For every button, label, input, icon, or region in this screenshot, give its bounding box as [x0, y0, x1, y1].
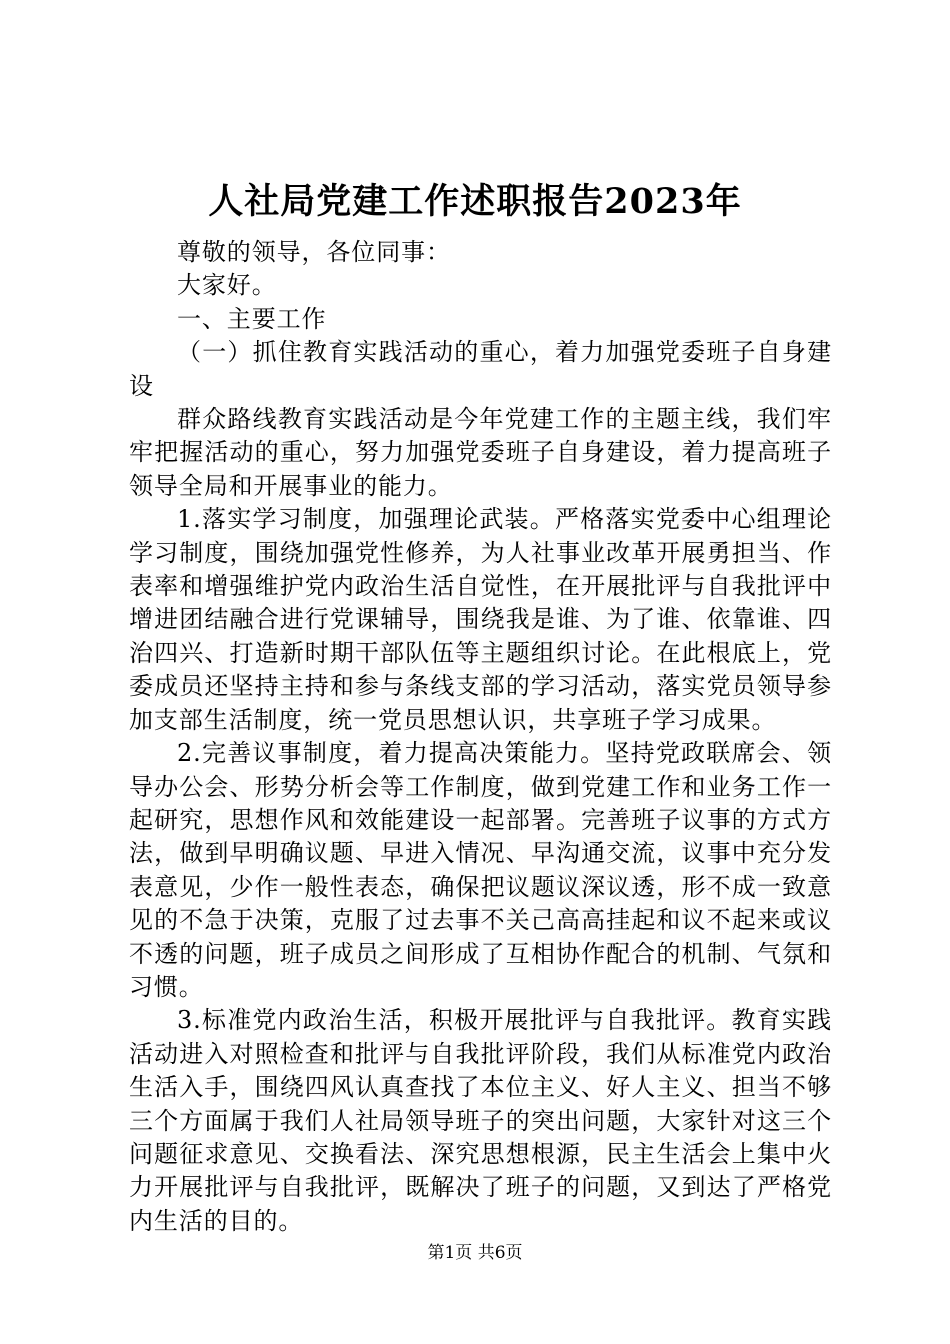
greeting-paragraph: 尊敬的领导，各位同事： — [177, 238, 451, 266]
section-heading: 一、主要工作 — [177, 304, 327, 333]
salutation-paragraph: 大家好。 — [177, 271, 277, 300]
document-title: 人社局党建工作述职报告2023年 — [208, 181, 742, 222]
subsection-heading: （一）抓住教育实践活动的重心，着力加强党委班子自身建设 — [129, 338, 832, 400]
page-number-footer: 第1页 共6页 — [427, 1243, 523, 1263]
body-paragraph: 2.完善议事制度，着力提高决策能力。坚持党政联席会、领导办公会、形势分析会等工作制度，做到党建工作和业务工作一起研究，思想作风和效能建设一起部署。完善班子议事的方式方法，做到早明确议题、早进入情况、早沟通交流，议事中充分发表意见，少作一般性表态，确保把议题议深议透，形不成一致意见的不急于决策，克服了过去事不关己高高挂起和议不起来或议不透的问题，班子成员之间形成了互相协作配合的机制、气氛和习惯。 — [129, 739, 832, 1001]
body-paragraph: 群众路线教育实践活动是今年党建工作的主题主线，我们牢牢把握活动的重心，努力加强党委班子自身建设，着力提高班子领导全局和开展事业的能力。 — [129, 405, 832, 500]
body-paragraph: 1.落实学习制度，加强理论武装。严格落实党委中心组理论学习制度，围绕加强党性修养，为人社事业改革开展勇担当、作表率和增强维护党内政治生活自觉性，在开展批评与自我批评中增进团结融合进行党课辅导，围绕我是谁、为了谁、依靠谁、四治四兴、打造新时期干部队伍等主题组织讨论。在此根底上，党委成员还坚持主持和参与条线支部的学习活动，落实党员领导参加支部生活制度，统一党员思想认识，共享班子学习成果。 — [129, 505, 832, 734]
document-body — [129, 236, 832, 1238]
body-paragraph: 3.标准党内政治生活，积极开展批评与自我批评。教育实践活动进入对照检查和批评与自我批评阶段，我们从标准党内政治生活入手，围绕四风认真查找了本位主义、好人主义、担当不够三个方面属于我们人社局领导班子的突出问题，大家针对这三个问题征求意见、交换看法、深究思想根源，民主生活会上集中火力开展批评与自我批评，既解决了班子的问题，又到达了严格党内生活的目的。 — [129, 1006, 832, 1235]
